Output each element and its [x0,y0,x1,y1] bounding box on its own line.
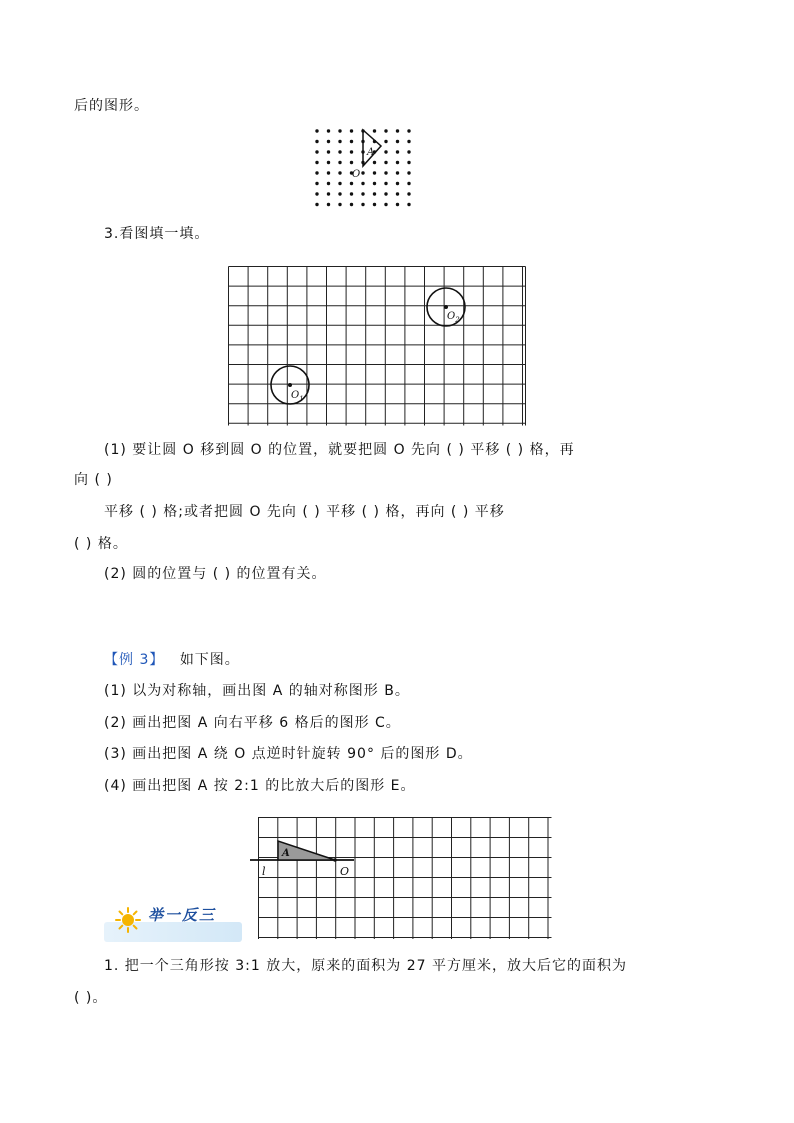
grid-dot [407,140,410,143]
grid-dot [327,129,330,132]
shape-a-label: A [367,147,375,158]
circle-o2-label: $O_2$ [447,311,460,324]
example3-item-3: (3) 画出把图 A 绕 O 点逆时针旋转 90° 后的图形 D。 [104,746,473,762]
practice-q1-line1: 1. 把一个三角形按 3:1 放大，原来的面积为 27 平方厘米，放大后它的面积为 [104,958,627,974]
grid-dot [350,161,353,164]
grid-dot [338,150,341,153]
grid-dot [350,192,353,195]
axis-l-label: l [262,865,266,878]
grid-dot [373,182,376,185]
grid-dot [361,182,364,185]
grid-dot [338,171,341,174]
example3-label: 【例 3】 [104,652,165,668]
grid-dot [315,140,318,143]
grid-dot [384,140,387,143]
grid-dot [396,203,399,206]
example3-item-1: (1) 以为对称轴，画出图 A 的轴对称图形 B。 [104,683,410,699]
grid-dot [396,129,399,132]
sun-icon [114,906,142,934]
example3-item-4: (4) 画出把图 A 按 2:1 的比放大后的图形 E。 [104,778,416,794]
grid-dot [384,150,387,153]
center-o1 [288,383,292,387]
grid-dot [338,140,341,143]
grid-dot [338,192,341,195]
grid-dot [315,192,318,195]
grid-dot [315,129,318,132]
grid-dot [373,161,376,164]
grid-dot [350,150,353,153]
practice-banner-title: 举一反三 [148,906,217,924]
grid-dot [407,161,410,164]
example3-heading: 如下图。 [179,652,240,668]
grid-dot [315,150,318,153]
grid-dot [373,203,376,206]
grid-dot [315,171,318,174]
problem3-title: 3.看图填一填。 [104,226,210,242]
grid-dot [396,171,399,174]
grid-dot [327,203,330,206]
center-o2 [444,305,448,309]
example3-item-2: (2) 画出把图 A 向右平移 6 格后的图形 C。 [104,715,401,731]
point-o [333,858,337,862]
grid-dot [373,129,376,132]
grid-dot [338,161,341,164]
transform-grid-figure [250,817,554,941]
point-o-label: O [352,169,361,180]
grid-dot [396,150,399,153]
grid-dot [315,182,318,185]
grid-dot [361,171,364,174]
grid-dot [327,182,330,185]
grid-dot [315,203,318,206]
grid-dot [407,129,410,132]
grid-dot [350,129,353,132]
q2-text: (2) 圆的位置与 ( ) 的位置有关。 [104,566,327,582]
intro-tail-text: 后的图形。 [74,98,149,114]
shape-a-label: A [282,848,290,859]
grid-dot [327,192,330,195]
dot-grid-figure [308,122,418,208]
grid-dot [350,182,353,185]
grid-dot [384,182,387,185]
grid-dot [373,171,376,174]
grid-dot [396,182,399,185]
practice-q1-line2: ( )。 [74,990,108,1006]
grid-dot [384,203,387,206]
q1-line1: (1) 要让圆 O 移到圆 O 的位置，就要把圆 O 先向 ( ) 平移 ( ) 格，再 [104,442,575,458]
grid-dot [407,150,410,153]
grid-dot [407,192,410,195]
grid-dot [361,192,364,195]
grid-dot [327,161,330,164]
q1-line2: 向 ( ) [74,472,113,488]
grid-dot [327,150,330,153]
q1-line3: 平移 ( ) 格;或者把圆 O 先向 ( ) 平移 ( ) 格，再向 ( ) 平移 [104,504,505,520]
square-grid [258,818,552,940]
grid-dot [350,140,353,143]
grid-dot [407,182,410,185]
grid-dot [384,161,387,164]
circle-grid-figure [228,266,528,428]
example3-header [104,650,240,670]
grid-dot [396,192,399,195]
grid-dot [384,171,387,174]
q1-line4: ( ) 格。 [74,536,128,552]
grid-dot [338,182,341,185]
grid-dot [338,129,341,132]
grid-dot [373,192,376,195]
grid-dot [327,140,330,143]
grid-dot [350,203,353,206]
grid-dot [384,129,387,132]
grid-dot [338,203,341,206]
grid-dot [407,203,410,206]
grid-dot [315,161,318,164]
grid-dot [407,171,410,174]
square-grid [229,267,526,426]
grid-dot [396,161,399,164]
grid-dot [384,192,387,195]
grid-dot [361,203,364,206]
grid-dot [396,140,399,143]
grid-dot [327,171,330,174]
point-o-label: O [340,865,350,878]
circle-o1-label: $O_1$ [291,390,304,403]
